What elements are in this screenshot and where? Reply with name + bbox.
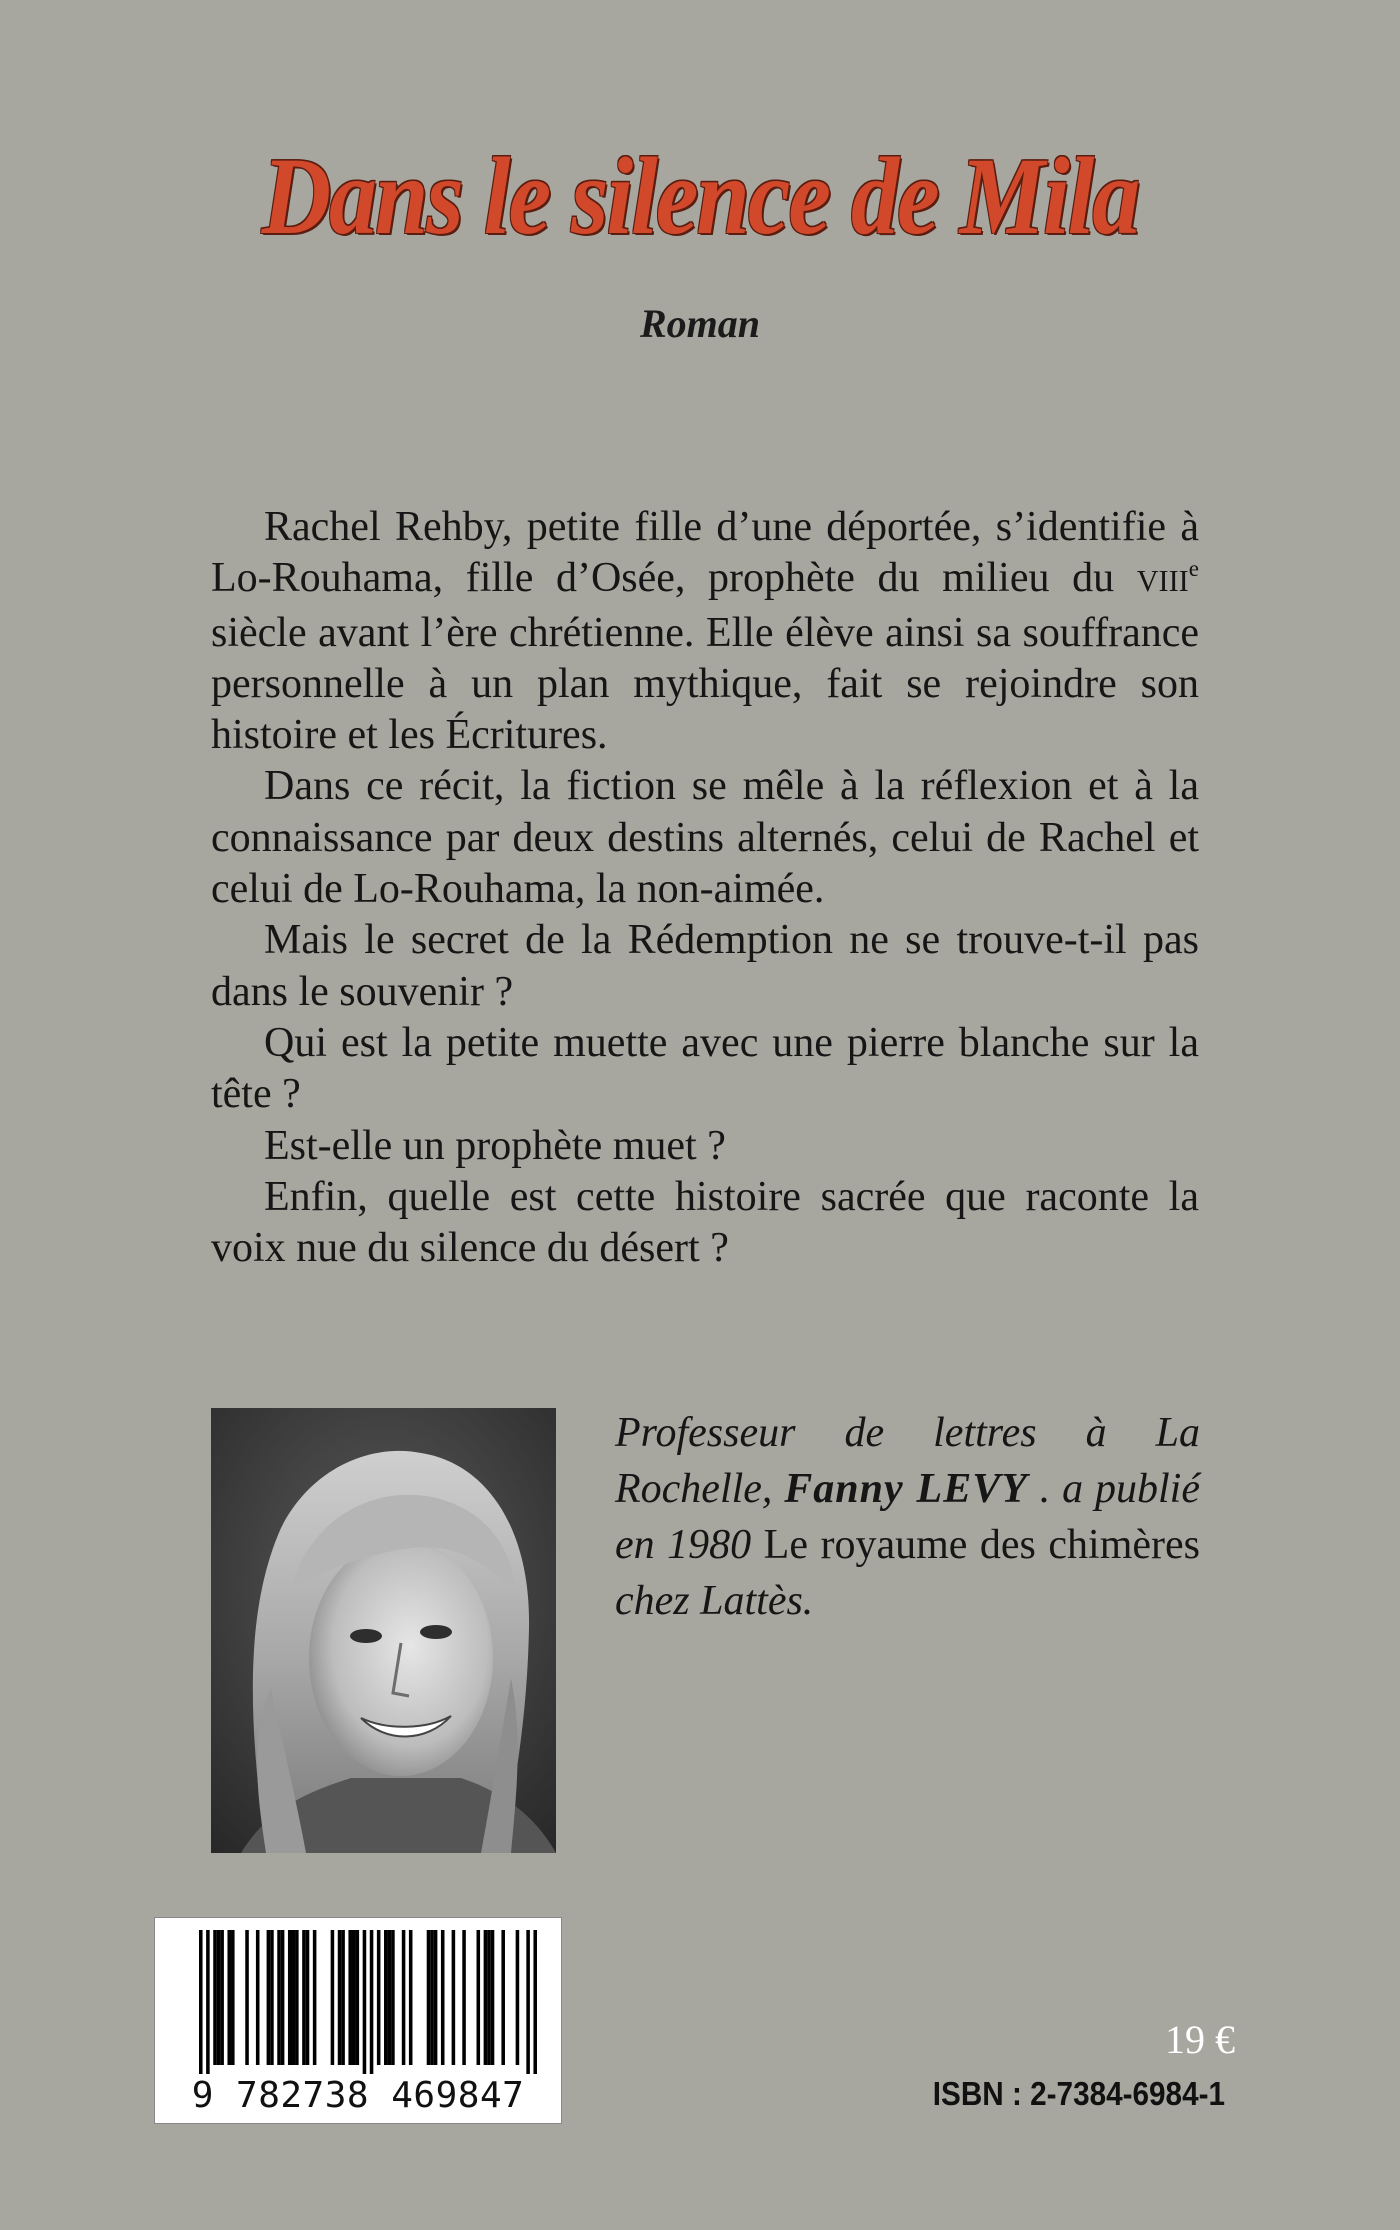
barcode-bar: [331, 1930, 335, 2065]
barcode-bar: [199, 1930, 203, 2080]
author-bio-published: . a publié en 1980: [615, 1466, 1200, 1568]
blurb-paragraph-4: Qui est la petite muette avec une pierre blanche sur la tête ?: [211, 1019, 1199, 1118]
barcode-number: 9 782738 469847: [159, 2074, 557, 2118]
barcode-bar: [434, 1930, 438, 2065]
barcode-bar: [277, 1930, 281, 2065]
barcode-bar: [477, 1930, 481, 2065]
blurb-paragraph-1: [211, 502, 1199, 761]
barcode-bar: [452, 1930, 456, 2065]
isbn: ISBN : 2-7384-6984-1: [932, 2075, 1225, 2112]
barcode-bar: [352, 1930, 356, 2065]
author-bio-intro: Professeur de lettres à La Rochelle,: [615, 1410, 1200, 1512]
barcode-bar: [526, 1930, 530, 2080]
barcode-bar: [356, 1930, 360, 2065]
barcode-bar: [227, 1930, 231, 2065]
barcode-bar: [245, 1930, 249, 2065]
price: 19 €: [1165, 2017, 1235, 2062]
blurb-paragraph-3: Mais le secret de la Rédemption ne se trouve-t-il pas dans le souvenir ?: [211, 917, 1199, 1015]
barcode-bar: [388, 1930, 392, 2065]
barcode-bar: [270, 1930, 274, 2065]
barcode-bar: [484, 1930, 488, 2065]
barcode-bar: [213, 1930, 217, 2065]
barcode-bar: [501, 1930, 505, 2065]
barcode-bar: [409, 1930, 413, 2065]
blurb-paragraph-5: Est-elle un prophète muet ?: [264, 1122, 726, 1169]
barcode-bar: [516, 1930, 520, 2065]
author-publisher: chez Lattès.: [615, 1578, 814, 1624]
barcode-bar: [427, 1930, 431, 2065]
barcode-bar: [306, 1930, 310, 2065]
barcode: [154, 1917, 562, 2124]
century-numeral: VIII: [1136, 564, 1189, 599]
barcode-bar: [292, 1930, 296, 2065]
barcode-bar: [267, 1930, 271, 2065]
blurb-text-1b: siècle avant l’ère chrétienne. Elle élève ainsi sa souffrance personnelle à un plan mythique, fait se rejoindre son histoire et les Écritures.: [211, 609, 1199, 759]
blurb-paragraph-2: Dans ce récit, la fiction se mêle à la réflexion et à la connaissance par deux destins alternés, celui de Rachel et celui de Lo-Rouhama, la non-aimée.: [211, 763, 1199, 913]
barcode-bar: [491, 1930, 495, 2065]
barcode-bar: [462, 1930, 466, 2065]
author-portrait-illustration: [211, 1408, 556, 1853]
barcode-bar: [363, 1930, 367, 2080]
barcode-bar: [206, 1930, 210, 2080]
barcode-bar: [348, 1930, 352, 2065]
barcode-bar: [295, 1930, 299, 2065]
barcode-bar: [391, 1930, 395, 2065]
barcode-bar: [220, 1930, 224, 2065]
barcode-bar: [231, 1930, 235, 2065]
barcode-bar: [441, 1930, 445, 2065]
barcode-bar: [384, 1930, 388, 2065]
barcode-bar: [487, 1930, 491, 2065]
author-photo: [211, 1408, 556, 1853]
barcode-bar: [256, 1930, 260, 2065]
century-superscript: e: [1188, 555, 1199, 582]
book-title: Dans le silence de Mila: [261, 133, 1139, 257]
blurb-paragraph-6: Enfin, quelle est cette histoire sacrée que raconte la voix nue du silence du désert ?: [211, 1173, 1199, 1272]
barcode-bar: [302, 1930, 306, 2065]
barcode-bar: [370, 1930, 374, 2080]
book-genre: Roman: [639, 301, 761, 346]
barcode-bar: [338, 1930, 342, 2065]
blurb-text-1a: Rachel Rehby, petite fille d’une déportée, s’identifie à Lo-Rouhama, fille d’Osée, prophète du milieu du: [211, 504, 1199, 602]
barcode-bar: [377, 1930, 381, 2065]
barcode-bar: [217, 1930, 221, 2065]
barcode-bars: [199, 1930, 537, 2080]
barcode-bar: [341, 1930, 345, 2065]
author-bio: [615, 1405, 1200, 1629]
author-name: Fanny LEVY: [784, 1466, 1028, 1512]
barcode-bar: [430, 1930, 434, 2065]
back-cover-blurb: [211, 502, 1199, 1274]
author-previous-book: Le royaume des chimères: [763, 1522, 1200, 1568]
barcode-bar: [402, 1930, 406, 2065]
barcode-bar: [288, 1930, 292, 2065]
barcode-bar: [313, 1930, 317, 2065]
barcode-bar: [533, 1930, 537, 2080]
barcode-bar: [281, 1930, 285, 2065]
